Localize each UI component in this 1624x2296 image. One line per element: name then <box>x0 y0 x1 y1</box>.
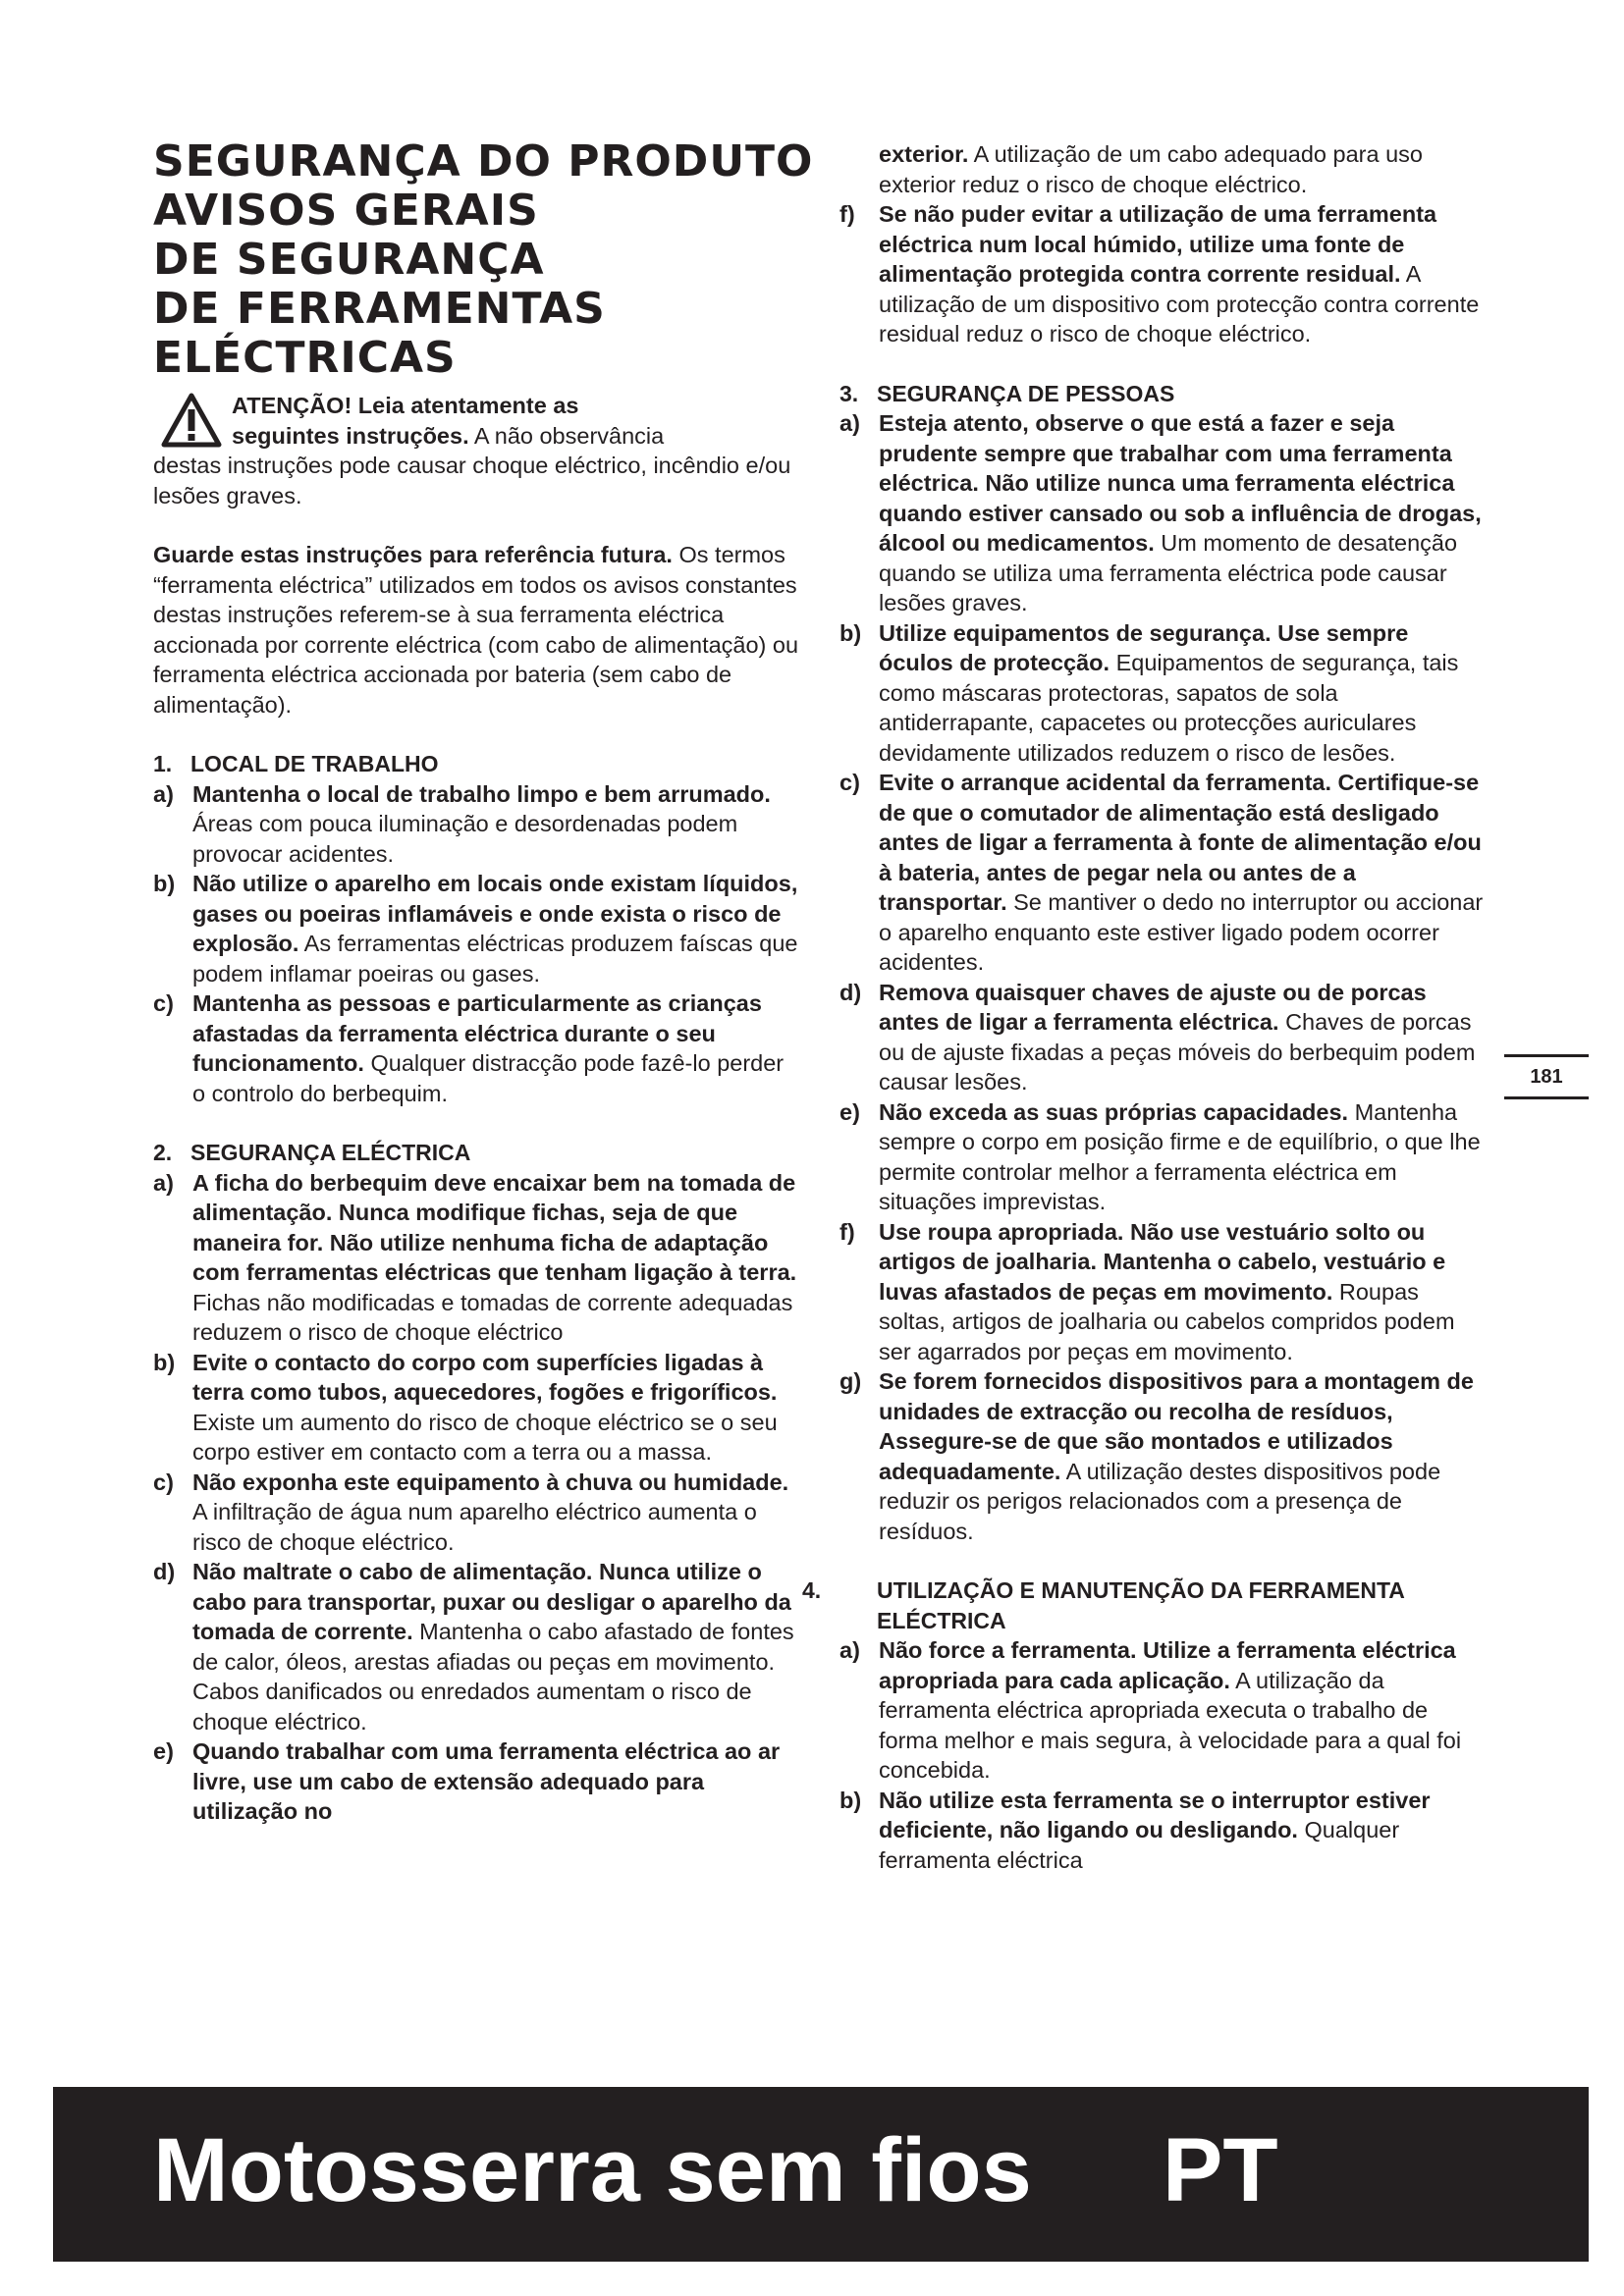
list-item: b) Evite o contacto do corpo com superfícies ligadas à terra como tubos, aquecedores, fogões e frigoríficos. Existe um aumento do risco de choque eléctrico se o seu corpo estiver em contacto com a terra ou a massa. <box>153 1349 778 1465</box>
title-line: DE FERRAMENTAS <box>153 284 606 334</box>
section-list <box>839 408 1488 1546</box>
page-number <box>1504 1054 1589 1099</box>
list-item: e) Quando trabalhar com uma ferramenta eléctrica ao ar livre, use um cabo de extensão adequado para utilização no <box>153 1738 781 1824</box>
footer-language-code: PT <box>1163 2120 1278 2220</box>
list-item: f) Se não puder evitar a utilização de uma ferramenta eléctrica num local húmido, utilize uma fonte de alimentação protegida contra corrente residual. A utilização de um dispositivo com protecção contra corrente residual reduz o risco de choque eléctrico. <box>839 201 1480 347</box>
intro-bold: Guarde estas instruções para referência futura. <box>153 542 673 567</box>
list-item: d) Remova quaisquer chaves de ajuste ou de porcas antes de ligar a ferramenta eléctrica. Chaves de porcas ou de ajuste fixadas a peças móveis do berbequim podem causar lesões. <box>839 979 1476 1095</box>
title-line: SEGURANÇA DO PRODUTO <box>153 136 814 187</box>
list-item: a) A ficha do berbequim deve encaixar bem na tomada de alimentação. Nunca modifique fichas, seja de que maneira for. Não utilize nenhuma ficha de adaptação com ferramentas eléctricas que tenham ligação à terra. Fichas não modificadas e tomadas de corrente adequadas reduzem o risco de choque eléctrico <box>153 1169 797 1345</box>
section-heading: 4. UTILIZAÇÃO E MANUTENÇÃO DA FERRAMENTA ELÉCTRICA <box>802 1577 1405 1633</box>
list-item: c) Não exponha este equipamento à chuva ou humidade. A infiltração de água num aparelho eléctrico aumenta o risco de choque eléctrico. <box>153 1468 789 1555</box>
list-item: b) Não utilize o aparelho em locais onde existam líquidos, gases ou poeiras inflamáveis e onde exista o risco de explosão. As ferramentas eléctricas produzem faíscas que podem inflamar poeiras ou gases. <box>153 871 798 987</box>
title-line: DE SEGURANÇA <box>153 235 545 285</box>
intro-text: Os termos “ferramenta eléctrica” utilizados em todos os avisos constantes destas instruções referem-se à sua ferramenta eléctrica accionada por corrente eléctrica (com cabo de alimentação) ou ferramenta eléctrica accionada por bateria (sem cabo de alimentação). <box>153 542 799 718</box>
list-item: g) Se forem fornecidos dispositivos para a montagem de unidades de extracção ou recolha de resíduos, Assegure-se de que são montados e utilizados adequadamente. A utilização destes dispositivos pode reduzir os perigos relacionados com a presença de resíduos. <box>839 1368 1474 1544</box>
left-column <box>153 391 801 1827</box>
list-item: c) Mantenha as pessoas e particularmente as crianças afastadas da ferramenta eléctrica durante o seu funcionamento. Qualquer distracção pode fazê-lo perder o controlo do berbequim. <box>153 990 785 1106</box>
warning-heading: ATENÇÃO! Leia atentamente as <box>232 393 579 418</box>
list-item: b) Não utilize esta ferramenta se o interruptor estiver deficiente, não ligando ou desligando. Qualquer ferramenta eléctrica <box>839 1787 1431 1873</box>
list-item: a) Não force a ferramenta. Utilize a ferramenta eléctrica apropriada para cada aplicação. A utilização da ferramenta eléctrica apropriada executa o trabalho de forma melhor e mais segura, à velocidade para a qual foi concebida. <box>839 1637 1462 1783</box>
warning-triangle-icon <box>161 393 222 448</box>
warning-notice <box>153 391 801 510</box>
list-item: e) Não exceda as suas próprias capacidades. Mantenha sempre o corpo em posição firme e de equilíbrio, o que lhe permite controlar melhor a ferramenta eléctrica em situações imprevistas. <box>839 1098 1481 1214</box>
intro-paragraph <box>153 540 801 720</box>
list-item: f) Use roupa apropriada. Não use vestuário solto ou artigos de joalharia. Mantenha o cabelo, vestuário e luvas afastados de peças em movimento. Roupas soltas, artigos de joalharia ou cabelos compridos podem ser agarrados por peças em movimento. <box>839 1218 1455 1364</box>
list-item: c) Evite o arranque acidental da ferramenta. Certifique-se de que o comutador de alimentação está desligado antes de ligar a ferramenta à fonte de alimentação e/ou à bateria, antes de pegar nela ou antes de a transportar. Se mantiver o dedo no interruptor ou accionar o aparelho enquanto este estiver ligado podem ocorrer acidentes. <box>839 770 1484 975</box>
footer-title: Motosserra sem fios <box>153 2120 1032 2220</box>
page-number-text: 181 <box>1530 1066 1563 1088</box>
warning-heading-cont: seguintes instruções. <box>232 422 469 449</box>
footer-bar <box>53 2087 1589 2262</box>
section-list <box>153 1168 801 1827</box>
list-item: a) Esteja atento, observe o que está a fazer e seja prudente sempre que trabalhar com uma ferramenta eléctrica. Não utilize nunca uma ferramenta eléctrica quando estiver cansado ou sob a influência de drogas, álcool ou medicamentos. Um momento de desatenção quando se utiliza uma ferramenta eléctrica pode causar lesões graves. <box>839 410 1482 615</box>
section-list <box>153 779 801 1109</box>
right-column <box>802 139 1488 1875</box>
warning-text-rest: destas instruções pode causar choque eléctrico, incêndio e/ou lesões graves. <box>153 453 791 508</box>
list-item-continued: exterior. A utilização de um cabo adequado para uso exterior reduz o risco de choque eléctrico. <box>879 141 1423 197</box>
list-item: a) Mantenha o local de trabalho limpo e bem arrumado. Áreas com pouca iluminação e desordenadas podem provocar acidentes. <box>153 780 771 867</box>
title-line: ELÉCTRICAS <box>153 333 457 383</box>
list-item: d) Não maltrate o cabo de alimentação. Nunca utilize o cabo para transportar, puxar ou desligar o aparelho da tomada de corrente. Mantenha o cabo afastado de fontes de calor, óleos, arestas afiadas ou peças em movimento. Cabos danificados ou enredados aumentam o risco de choque eléctrico. <box>153 1559 794 1735</box>
title-line: AVISOS GERAIS <box>153 186 539 236</box>
section-heading: 2. SEGURANÇA ELÉCTRICA <box>153 1140 471 1165</box>
list-item: b) Utilize equipamentos de segurança. Use sempre óculos de protecção. Equipamentos de segurança, tais como máscaras protectoras, sapatos de sola antiderrapante, capacetes ou protecções auriculares devidamente utilizados reduzem o risco de lesões. <box>839 619 1459 766</box>
section-heading: 1. LOCAL DE TRABALHO <box>153 751 439 776</box>
section-heading: 3. SEGURANÇA DE PESSOAS <box>839 380 1175 406</box>
section-list <box>839 1635 1488 1875</box>
page-title <box>153 137 840 383</box>
divider <box>1504 1096 1589 1099</box>
warning-text: A não observância <box>468 422 665 449</box>
